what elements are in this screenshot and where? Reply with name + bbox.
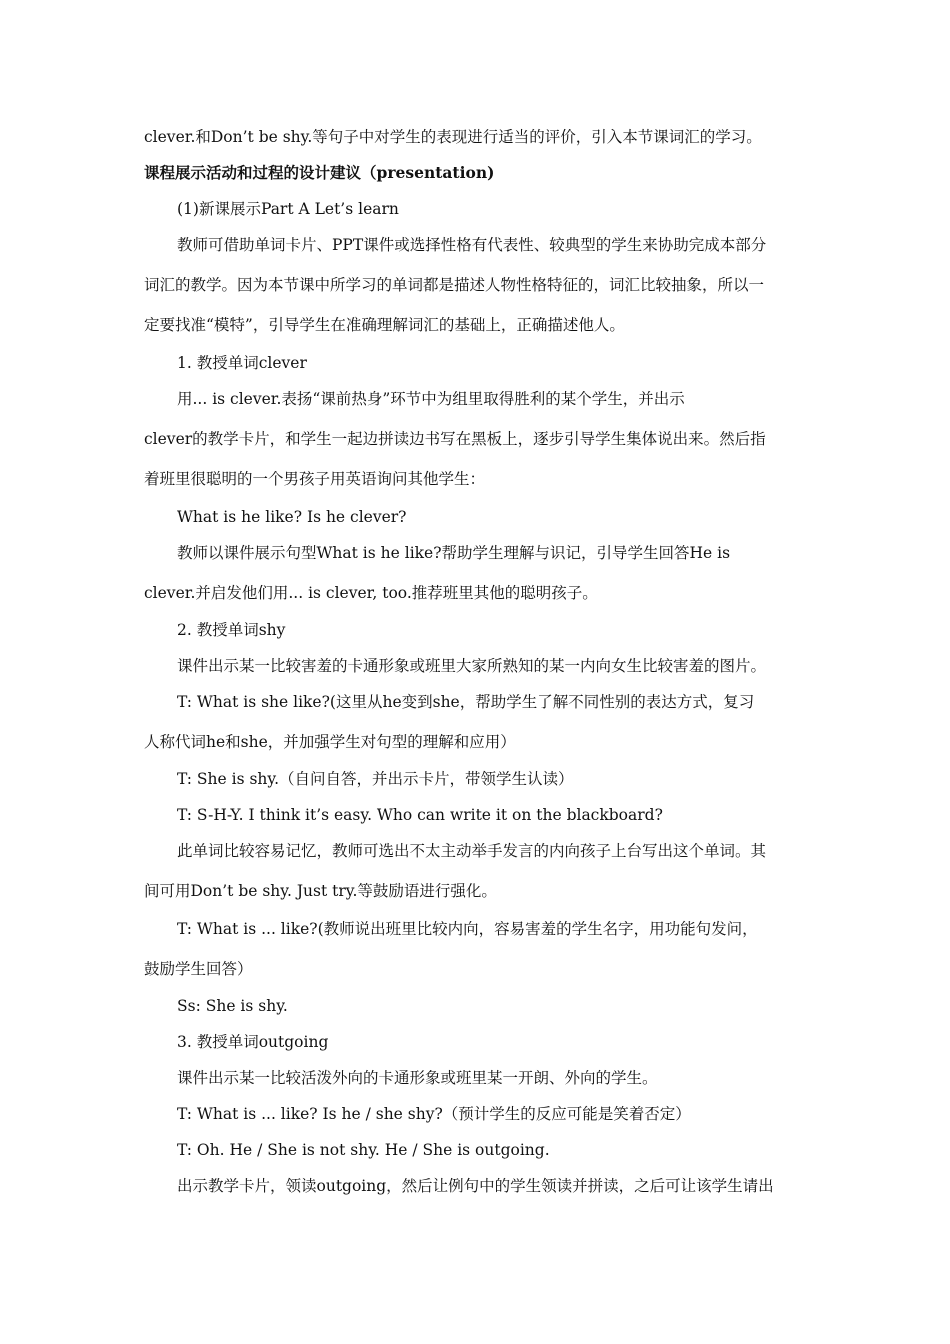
text-line: 着班里很聪明的一个男孩子用英语询问其他学生：	[144, 470, 486, 488]
dialogue-line: Ss: She is shy.	[177, 997, 288, 1015]
text-line: 人称代词he和she，并加强学生对句型的理解和应用）	[144, 733, 516, 751]
text-line: 教师以课件展示句型What is he like?帮助学生理解与识记，引导学生回答He is	[177, 544, 731, 562]
text-line: 间可用Don’t be shy. Just try.等鼓励语进行强化。	[144, 882, 497, 900]
subsection-heading: (1)新课展示Part A Let’s learn	[177, 200, 399, 218]
text-line: 课件出示某一比较害羞的卡通形象或班里大家所熟知的某一内向女生比较害羞的图片。	[177, 657, 767, 675]
list-heading: 3. 教授单词outgoing	[177, 1033, 329, 1051]
text-line: 出示教学卡片，领读outgoing，然后让例句中的学生领读并拼读，之后可让该学生请出	[177, 1177, 774, 1195]
list-heading: 2. 教授单词shy	[177, 621, 286, 639]
text-line: 鼓励学生回答）	[144, 960, 253, 978]
list-heading: 1. 教授单词clever	[177, 354, 307, 372]
dialogue-line: T: What is ... like? Is he / she shy?（预计学生的反应可能是笑着否定）	[177, 1105, 691, 1123]
text-line: 此单词比较容易记忆，教师可选出不太主动举手发言的内向孩子上台写出这个单词。其	[177, 842, 767, 860]
text-line: clever.和Don’t be shy.等句子中对学生的表现进行适当的评价，引入本节课词汇的学习。	[144, 128, 762, 146]
dialogue-line: T: What is ... like?(教师说出班里比较内向，容易害羞的学生名字，用功能句发问，	[177, 920, 758, 938]
text-line: 词汇的教学。因为本节课中所学习的单词都是描述人物性格特征的，词汇比较抽象，所以一	[144, 276, 765, 294]
text-line: 用... is clever.表扬“课前热身”环节中为组里取得胜利的某个学生，并出示	[177, 390, 685, 408]
text-line: 教师可借助单词卡片、PPT课件或选择性格有代表性、较典型的学生来协助完成本部分	[177, 236, 767, 254]
text-line: clever的教学卡片，和学生一起边拼读边书写在黑板上，逐步引导学生集体说出来。然后指	[144, 430, 766, 448]
dialogue-line: T: What is she like?(这里从he变到she，帮助学生了解不同性别的表达方式，复习	[177, 693, 755, 711]
dialogue-line: T: She is shy.（自问自答，并出示卡片，带领学生认读）	[177, 770, 574, 788]
dialogue-line: T: S-H-Y. I think it’s easy. Who can write it on the blackboard?	[177, 806, 663, 824]
text-line: 课件出示某一比较活泼外向的卡通形象或班里某一开朗、外向的学生。	[177, 1069, 658, 1087]
text-line: clever.并启发他们用... is clever, too.推荐班里其他的聪明孩子。	[144, 584, 598, 602]
dialogue-line: T: Oh. He / She is not shy. He / She is outgoing.	[177, 1141, 550, 1159]
section-heading: 课程展示活动和过程的设计建议（presentation)	[144, 163, 495, 182]
example-sentence: What is he like? Is he clever?	[177, 508, 407, 526]
text-line: 定要找准“模特”，引导学生在准确理解词汇的基础上，正确描述他人。	[144, 316, 625, 334]
